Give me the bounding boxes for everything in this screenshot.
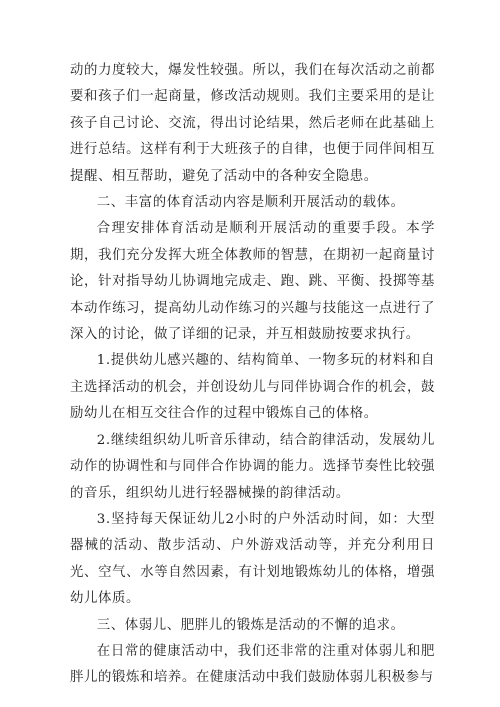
section-heading-3: 三、体弱儿、肥胖儿的锻炼是活动的不懈的追求。 bbox=[96, 617, 405, 633]
paragraph-activity-rules: 动的力度较大，爆发性较强。所以，我们在每次活动之前都要和孩子们一起商量，修改活动规则。我们主要采用的是让孩子自己讨论、交流，得出讨论结果，然后老师在此基础上进行总结。这样有利于大班孩子的自律，也便于同伴间相互提醒、相互帮助，避免了活动中的各种安全隐患。 bbox=[70, 63, 435, 184]
list-item-3: 3.坚持每天保证幼儿2小时的户外活动时间，如：大型器械的活动、散步活动、户外游戏活动等，并充分利用日光、空气、水等自然因素，有计划地锻炼幼儿的体格，增强幼儿体质。 bbox=[70, 511, 435, 607]
paragraph-daily-health: 在日常的健康活动中，我们还非常的注重对体弱儿和肥胖儿的锻炼和培养。在健康活动中我们鼓励体弱儿积极参与 bbox=[70, 643, 435, 686]
section-heading-2: 二、丰富的体育活动内容是顺利开展活动的载体。 bbox=[96, 195, 405, 211]
paragraph-arrangement: 合理安排体育活动是顺利开展活动的重要手段。本学期，我们充分发挥大班全体教师的智慧，在期初一起商量讨论，针对指导幼儿协调地完成走、跑、跳、平衡、投掷等基本动作练习，提高幼儿动作练习的兴趣与技能这一点进行了深入的讨论，做了详细的记录，并互相鼓励按要求执行。 bbox=[70, 221, 435, 343]
document-body bbox=[70, 58, 435, 692]
list-item-2: 2.继续组织幼儿听音乐律动，结合韵律活动，发展幼儿动作的协调性和与同伴合作协调的能力。选择节奏性比较强的音乐，组织幼儿进行轻器械操的韵律活动。 bbox=[70, 432, 435, 501]
list-item-1: 1.提供幼儿感兴趣的、结构简单、一物多玩的材料和自主选择活动的机会，并创设幼儿与同伴协调合作的机会，鼓励幼儿在相互交往合作的过程中锻炼自己的体格。 bbox=[70, 353, 435, 422]
